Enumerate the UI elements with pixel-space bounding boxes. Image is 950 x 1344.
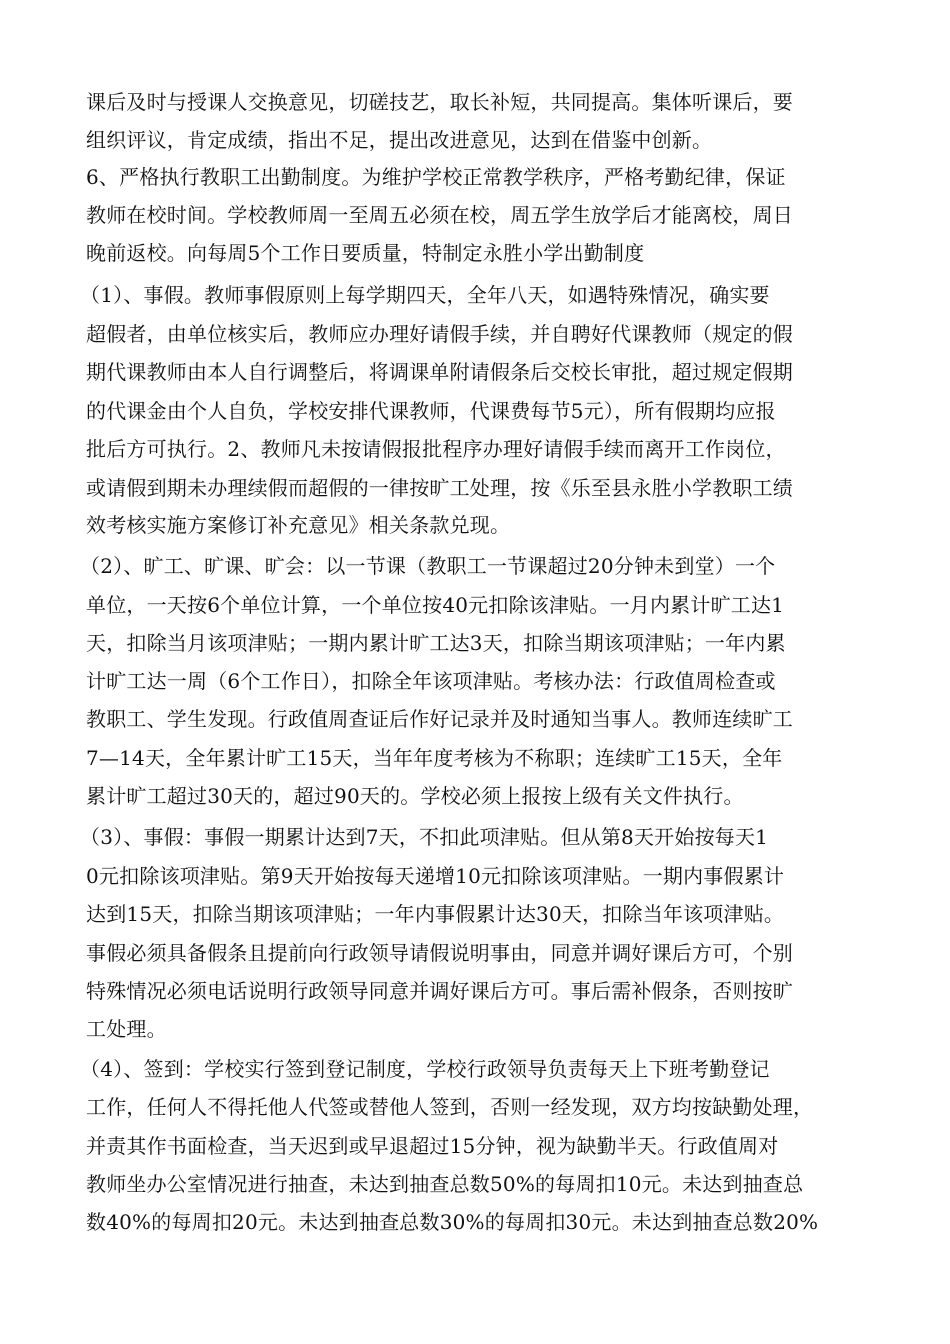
text-line: 教师在校时间。学校教师周一至周五必须在校，周五学生放学后才能离校，周日 bbox=[86, 203, 793, 227]
text-line: 课后及时与授课人交换意见，切磋技艺，取长补短，共同提高。集体听课后，要 bbox=[86, 90, 793, 114]
text-line: 单位，一天按6个单位计算，一个单位按40元扣除该津贴。一月内累计旷工达1 bbox=[86, 593, 785, 617]
text-line: 效考核实施方案修订补充意见》相关条款兑现。 bbox=[86, 513, 511, 537]
text-line: 超假者，由单位核实后，教师应办理好请假手续，并自聘好代课教师（规定的假 bbox=[86, 322, 793, 346]
text-line: 事假必须具备假条且提前向行政领导请假说明事由，同意并调好课后方可，个别 bbox=[86, 941, 793, 965]
text-line: 达到15天，扣除当期该项津贴；一年内事假累计达30天，扣除当年该项津贴。 bbox=[86, 902, 785, 926]
text-line: （2）、旷工、旷课、旷会：以一节课（教职工一节课超过20分钟未到堂）一个 bbox=[80, 554, 776, 578]
text-line: 累计旷工超过30天的，超过90天的。学校必须上报按上级有关文件执行。 bbox=[86, 784, 744, 808]
text-line: （1）、事假。教师事假原则上每学期四天，全年八天，如遇特殊情况，确实要 bbox=[80, 283, 770, 307]
text-line: 或请假到期未办理续假而超假的一律按旷工处理，按《乐至县永胜小学教职工绩 bbox=[86, 476, 793, 500]
text-line: 工处理。 bbox=[86, 1017, 167, 1041]
text-line: 7—14天，全年累计旷工15天，当年年度考核为不称职；连续旷工15天，全年 bbox=[86, 746, 783, 770]
text-line: 教职工、学生发现。行政值周查证后作好记录并及时通知当事人。教师连续旷工 bbox=[86, 707, 793, 731]
text-line: 0元扣除该项津贴。第9天开始按每天递增10元扣除该项津贴。一期内事假累计 bbox=[86, 864, 785, 888]
text-line: 组织评议，肯定成绩，指出不足，提出改进意见，达到在借鉴中创新。 bbox=[86, 128, 713, 152]
text-line: 工作，任何人不得托他人代签或替他人签到，否则一经发现，双方均按缺勤处理， bbox=[86, 1095, 814, 1119]
text-line: 并责其作书面检查，当天迟到或早退超过15分钟，视为缺勤半天。行政值周对 bbox=[86, 1134, 779, 1158]
text-line: 数40%的每周扣20元。未达到抽查总数30%的每周扣30元。未达到抽查总数20% bbox=[86, 1210, 819, 1234]
text-line: 天，扣除当月该项津贴；一期内累计旷工达3天，扣除当期该项津贴；一年内累 bbox=[86, 631, 786, 655]
text-line: 期代课教师由本人自行调整后，将调课单附请假条后交校长审批，超过规定假期 bbox=[86, 360, 793, 384]
text-line: 批后方可执行。2、教师凡未按请假报批程序办理好请假手续而离开工作岗位， bbox=[86, 437, 786, 461]
text-line: 教师坐办公室情况进行抽查，未达到抽查总数50%的每周扣10元。未达到抽查总 bbox=[86, 1172, 804, 1196]
text-line: 晚前返校。向每周5个工作日要质量，特制定永胜小学出勤制度 bbox=[86, 241, 645, 265]
text-line: （4）、签到：学校实行签到登记制度，学校行政领导负责每天上下班考勤登记 bbox=[80, 1057, 770, 1081]
text-line: （3）、事假：事假一期累计达到7天，不扣此项津贴。但从第8天开始按每天1 bbox=[80, 825, 769, 849]
text-line: 的代课金由个人自负，学校安排代课教师，代课费每节5元），所有假期均应报 bbox=[86, 399, 776, 423]
text-line: 6、严格执行教职工出勤制度。为维护学校正常教学秩序，严格考勤纪律，保证 bbox=[86, 165, 786, 189]
text-line: 特殊情况必须电话说明行政领导同意并调好课后方可。事后需补假条，否则按旷 bbox=[86, 979, 793, 1003]
text-line: 计旷工达一周（6个工作日），扣除全年该项津贴。考核办法：行政值周检查或 bbox=[86, 669, 776, 693]
